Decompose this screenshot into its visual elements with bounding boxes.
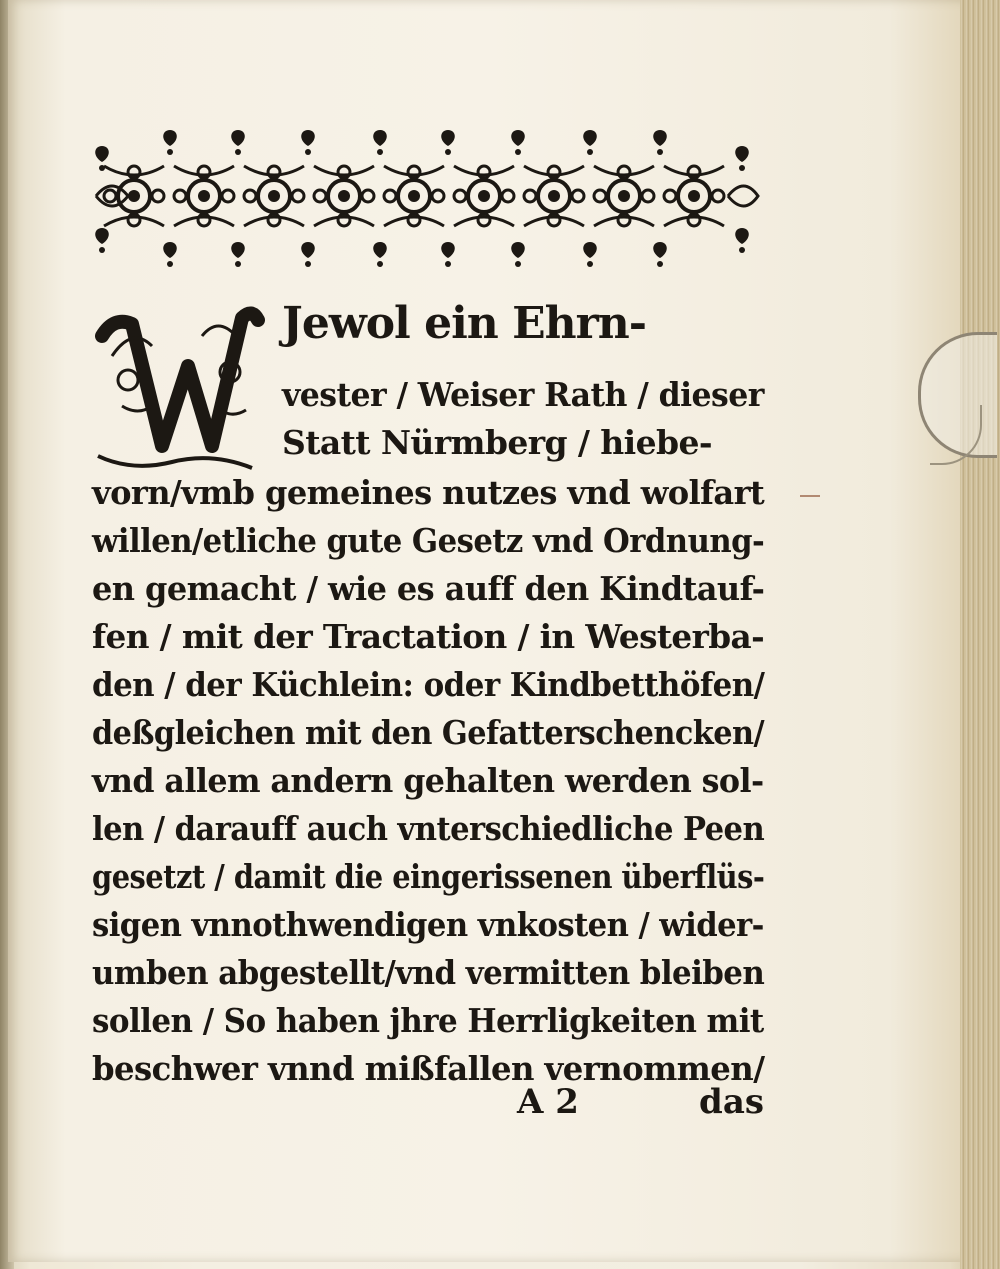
text-line: vnd allem andern gehalten werden sol- (92, 761, 764, 800)
text-line: willen/etliche gute Gesetz vnd Ordnung- (92, 521, 765, 560)
ornament-row (95, 130, 758, 267)
catchword: das (699, 1082, 764, 1122)
text-line: gesetzt / damit die eingerissenen überflüs- (92, 857, 765, 896)
text-line: vorn/vmb gemeines nutzes vnd wolfart (92, 473, 765, 512)
text-line: sollen / So haben jhre Herrligkeiten mit (92, 1001, 764, 1040)
signature-mark: A 2 (517, 1082, 579, 1122)
text-line: len / darauff auch vnterschiedliche Peen (92, 809, 765, 848)
text-line: beschwer vnnd mißfallen vernommen/ (92, 1049, 765, 1088)
ink-mark (800, 495, 820, 497)
decorated-initial (92, 296, 260, 474)
text-line: den / der Küchlein: oder Kindbetthöfen/ (92, 665, 765, 704)
text-line: en gemacht / wie es auff den Kindtauf- (92, 569, 765, 608)
page-footer (92, 1082, 764, 1126)
text-line: Jewol ein Ehrn- (282, 298, 647, 349)
ornament-band (92, 126, 762, 266)
text-line: fen / mit der Tractation / in Westerba- (92, 617, 765, 656)
text-line: vester / Weiser Rath / dieser (282, 375, 764, 414)
text-line: umben abgestellt/vnd vermitten bleiben (92, 953, 765, 992)
page-edges (960, 0, 1000, 1269)
text-line: Statt Nürmberg / hiebe- (282, 423, 712, 462)
text-line: deßgleichen mit den Gefatterschencken/ (92, 713, 765, 752)
text-line: sigen vnnothwendigen vnkosten / wider- (92, 905, 764, 944)
